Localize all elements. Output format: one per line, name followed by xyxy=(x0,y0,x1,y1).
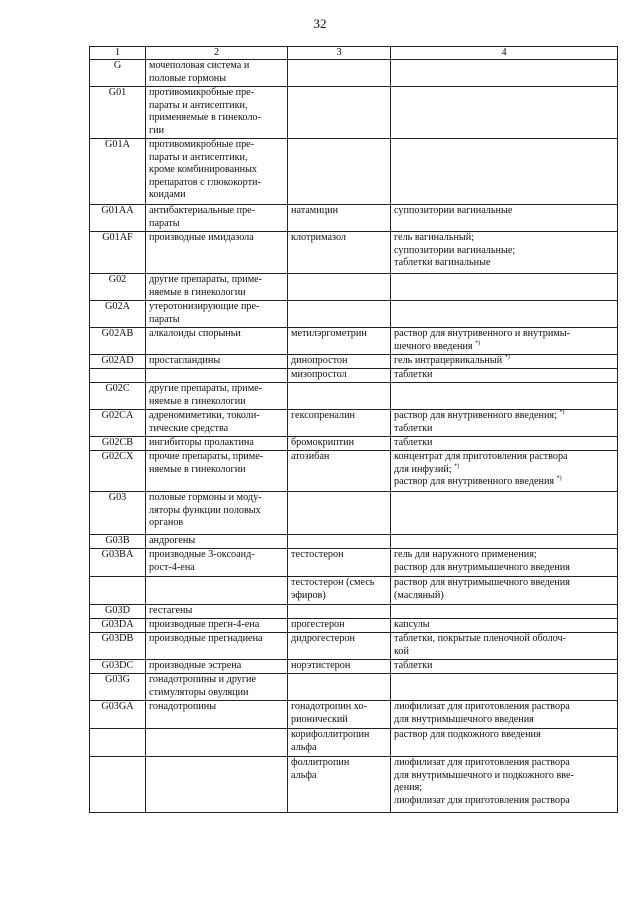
substance-cell-text: фоллитропин альфа xyxy=(291,757,350,781)
column-header: 4 xyxy=(391,47,618,60)
group-name-cell xyxy=(146,60,288,87)
atc-code-cell-text: G03DB xyxy=(101,633,134,645)
substance-cell xyxy=(288,410,391,437)
group-name-cell-text: другие препараты, приме- няемые в гинекологии xyxy=(149,274,263,298)
atc-code-cell xyxy=(90,577,146,605)
group-name-cell-text: адреномиметики, токоли- тические средства xyxy=(149,410,260,434)
dosage-form-cell-text: суппозитории вагинальные xyxy=(394,205,513,217)
table-row xyxy=(90,729,618,757)
table-row xyxy=(90,437,618,451)
column-header-row xyxy=(90,47,618,60)
dosage-form-extra-text: таблетки xyxy=(394,422,433,434)
column-header: 3 xyxy=(288,47,391,60)
atc-code-cell-text: G02CA xyxy=(101,410,134,422)
atc-code-cell xyxy=(90,205,146,232)
group-name-cell xyxy=(146,757,288,813)
dosage-form-cell xyxy=(391,660,618,674)
substance-cell-text: атозибан xyxy=(291,451,330,463)
group-name-cell xyxy=(146,232,288,274)
table-row xyxy=(90,660,618,674)
atc-code-cell xyxy=(90,451,146,492)
substance-cell xyxy=(288,139,391,205)
column-header: 1 xyxy=(90,47,146,60)
table-row xyxy=(90,451,618,492)
dosage-form-cell xyxy=(391,619,618,633)
dosage-form-extra-text: раствор для внутривенного введения xyxy=(394,476,555,488)
group-name-cell-text: гонадотропины xyxy=(149,701,217,713)
group-name-cell-text: утеротонизирующие пре- параты xyxy=(149,301,260,325)
atc-code-cell-text: G03DC xyxy=(101,660,134,672)
substance-cell xyxy=(288,369,391,383)
atc-code-cell-text: G03DA xyxy=(101,619,134,631)
group-name-cell-text: противомикробные пре- параты и антисептики, кроме комбинированных препаратов с глюкокорти- коидами xyxy=(149,139,261,201)
group-name-cell xyxy=(146,701,288,729)
dosage-form-cell xyxy=(391,383,618,410)
dosage-form-cell xyxy=(391,355,618,369)
dosage-form-cell xyxy=(391,232,618,274)
drug-table xyxy=(89,46,618,813)
page-number: 32 xyxy=(313,16,327,31)
dosage-form-cell xyxy=(391,410,618,437)
group-name-cell xyxy=(146,660,288,674)
group-name-cell xyxy=(146,535,288,549)
substance-cell xyxy=(288,549,391,577)
substance-cell-text: дидрогестерон xyxy=(291,633,355,645)
substance-cell-text: метилэргометрин xyxy=(291,328,367,340)
group-name-cell xyxy=(146,437,288,451)
dosage-form-cell-text: лиофилизат для приготовления раствора для внутримышечного введения xyxy=(394,701,570,725)
table-row xyxy=(90,355,618,369)
table-row xyxy=(90,301,618,328)
table-row xyxy=(90,87,618,139)
group-name-cell xyxy=(146,328,288,355)
atc-code-cell-text: G02AD xyxy=(101,355,134,367)
substance-cell xyxy=(288,619,391,633)
atc-code-cell-text: G01AA xyxy=(101,205,134,217)
atc-code-cell xyxy=(90,633,146,660)
group-name-cell xyxy=(146,605,288,619)
dosage-form-cell xyxy=(391,369,618,383)
group-name-cell xyxy=(146,369,288,383)
atc-code-cell xyxy=(90,328,146,355)
atc-code-cell xyxy=(90,60,146,87)
substance-cell xyxy=(288,633,391,660)
substance-cell xyxy=(288,660,391,674)
substance-cell xyxy=(288,383,391,410)
substance-cell xyxy=(288,674,391,701)
atc-code-cell xyxy=(90,139,146,205)
substance-cell xyxy=(288,577,391,605)
group-name-cell xyxy=(146,301,288,328)
footnote-mark: *) xyxy=(559,410,565,417)
atc-code-cell xyxy=(90,87,146,139)
footnote-mark: *) xyxy=(454,463,460,470)
table-row xyxy=(90,369,618,383)
dosage-form-cell xyxy=(391,87,618,139)
dosage-form-cell xyxy=(391,328,618,355)
dosage-form-cell-text: таблетки xyxy=(394,437,433,449)
group-name-cell-text: антибактериальные пре- параты xyxy=(149,205,256,229)
atc-code-cell-text: G01 xyxy=(108,87,127,99)
group-name-cell xyxy=(146,139,288,205)
group-name-cell xyxy=(146,355,288,369)
atc-code-cell xyxy=(90,619,146,633)
dosage-form-cell-text: таблетки, покрытые пленочной оболоч- кой xyxy=(394,633,567,657)
group-name-cell xyxy=(146,619,288,633)
dosage-form-cell-text: гель вагинальный; суппозитории вагинальные; таблетки вагинальные xyxy=(394,232,516,269)
group-name-cell-text: гестагены xyxy=(149,605,193,617)
substance-cell-text: динопростон xyxy=(291,355,348,367)
dosage-form-cell-text: капсулы xyxy=(394,619,430,631)
group-name-cell xyxy=(146,729,288,757)
group-name-cell-text: мочеполовая система и половые гормоны xyxy=(149,60,250,84)
group-name-cell xyxy=(146,383,288,410)
atc-code-cell-text: G03G xyxy=(105,674,130,686)
dosage-form-cell-text: раствор для внутривенного введения; xyxy=(394,410,557,422)
substance-cell-text: натамицин xyxy=(291,205,339,217)
substance-cell xyxy=(288,492,391,535)
table-row xyxy=(90,757,618,813)
group-name-cell-text: гонадотропины и другие стимуляторы овуляции xyxy=(149,674,257,698)
substance-cell-text: прогестерон xyxy=(291,619,345,631)
dosage-form-cell xyxy=(391,757,618,813)
atc-code-cell-text: G02AB xyxy=(101,328,134,340)
dosage-form-cell-text: таблетки xyxy=(394,369,433,381)
substance-cell xyxy=(288,87,391,139)
atc-code-cell-text: G03BA xyxy=(101,549,134,561)
substance-cell xyxy=(288,437,391,451)
table-row xyxy=(90,139,618,205)
dosage-form-cell xyxy=(391,577,618,605)
atc-code-cell xyxy=(90,674,146,701)
substance-cell xyxy=(288,60,391,87)
substance-cell-text: корифоллитропин альфа xyxy=(291,729,370,753)
atc-code-cell-text: G02CB xyxy=(101,437,134,449)
group-name-cell xyxy=(146,87,288,139)
table-row xyxy=(90,633,618,660)
group-name-cell-text: производные имидазола xyxy=(149,232,254,244)
atc-code-cell xyxy=(90,301,146,328)
group-name-cell-text: производные 3-оксоанд- рост-4-ена xyxy=(149,549,255,573)
footnote-mark: *) xyxy=(556,475,562,482)
atc-code-cell xyxy=(90,492,146,535)
atc-code-cell xyxy=(90,729,146,757)
dosage-form-cell xyxy=(391,674,618,701)
dosage-form-cell-text: гель интрацервикальный xyxy=(394,355,503,367)
group-name-cell-text: андрогены xyxy=(149,535,196,547)
substance-cell-text: мизопростол xyxy=(291,369,347,381)
group-name-cell xyxy=(146,549,288,577)
atc-code-cell xyxy=(90,660,146,674)
substance-cell-text: тестостерон xyxy=(291,549,344,561)
atc-code-cell xyxy=(90,369,146,383)
substance-cell xyxy=(288,701,391,729)
dosage-form-cell xyxy=(391,139,618,205)
atc-code-cell-text: G02C xyxy=(105,383,130,395)
group-name-cell-text: простагландины xyxy=(149,355,221,367)
group-name-cell-text: производные прегнадиена xyxy=(149,633,263,645)
atc-code-cell xyxy=(90,383,146,410)
substance-cell xyxy=(288,232,391,274)
table-row xyxy=(90,674,618,701)
dosage-form-cell xyxy=(391,633,618,660)
atc-code-cell-text: G02 xyxy=(108,274,127,286)
group-name-cell-text: ингибиторы пролактина xyxy=(149,437,254,449)
atc-code-cell-text: G01AF xyxy=(102,232,133,244)
substance-cell-text: норэтистерон xyxy=(291,660,351,672)
group-name-cell-text: прочие препараты, приме- няемые в гинекологии xyxy=(149,451,264,475)
atc-code-cell xyxy=(90,549,146,577)
dosage-form-cell xyxy=(391,549,618,577)
dosage-form-cell xyxy=(391,60,618,87)
atc-code-cell xyxy=(90,437,146,451)
table-row xyxy=(90,274,618,301)
atc-code-cell xyxy=(90,757,146,813)
atc-code-cell-text: G xyxy=(113,60,122,72)
table-row xyxy=(90,205,618,232)
table-row xyxy=(90,535,618,549)
substance-cell xyxy=(288,355,391,369)
table-row xyxy=(90,492,618,535)
table-row xyxy=(90,605,618,619)
dosage-form-cell xyxy=(391,437,618,451)
table-row xyxy=(90,232,618,274)
substance-cell xyxy=(288,605,391,619)
substance-cell xyxy=(288,328,391,355)
atc-code-cell xyxy=(90,410,146,437)
table-row xyxy=(90,619,618,633)
dosage-form-cell xyxy=(391,301,618,328)
group-name-cell-text: производные прегн-4-ена xyxy=(149,619,260,631)
group-name-cell xyxy=(146,451,288,492)
table-row xyxy=(90,60,618,87)
atc-code-cell xyxy=(90,605,146,619)
group-name-cell-text: алкалоиды спорыньи xyxy=(149,328,241,340)
group-name-cell xyxy=(146,633,288,660)
table-row xyxy=(90,701,618,729)
substance-cell xyxy=(288,451,391,492)
substance-cell xyxy=(288,274,391,301)
atc-code-cell xyxy=(90,535,146,549)
dosage-form-cell-text: раствор для внутримышечного введения (масляный) xyxy=(394,577,570,601)
table-row xyxy=(90,410,618,437)
substance-cell xyxy=(288,729,391,757)
substance-cell xyxy=(288,205,391,232)
dosage-form-cell-text: концентрат для приготовления раствора для инфузий; xyxy=(394,451,568,475)
substance-cell xyxy=(288,301,391,328)
group-name-cell-text: производные эстрена xyxy=(149,660,242,672)
dosage-form-cell-text: таблетки xyxy=(394,660,433,672)
atc-code-cell-text: G02A xyxy=(105,301,130,313)
dosage-form-cell-text: раствор для внутривенного и внутримы- шечного введения xyxy=(394,328,571,352)
dosage-form-cell xyxy=(391,701,618,729)
dosage-form-cell xyxy=(391,492,618,535)
group-name-cell xyxy=(146,410,288,437)
group-name-cell-text: противомикробные пре- параты и антисептики, применяемые в гинеколо- гии xyxy=(149,87,261,136)
atc-code-cell-text: G03D xyxy=(105,605,130,617)
group-name-cell xyxy=(146,577,288,605)
atc-code-cell-text: G02CX xyxy=(101,451,134,463)
dosage-form-cell xyxy=(391,274,618,301)
substance-cell-text: клотримазол xyxy=(291,232,347,244)
substance-cell-text: тестостерон (смесь эфиров) xyxy=(291,577,375,601)
substance-cell-text: гексопреналин xyxy=(291,410,355,422)
group-name-cell xyxy=(146,205,288,232)
dosage-form-cell xyxy=(391,451,618,492)
atc-code-cell-text: G03 xyxy=(108,492,127,504)
atc-code-cell-text: G03B xyxy=(105,535,130,547)
dosage-form-cell xyxy=(391,729,618,757)
dosage-form-cell xyxy=(391,535,618,549)
footnote-mark: *) xyxy=(504,355,510,362)
atc-code-cell xyxy=(90,701,146,729)
table-row xyxy=(90,383,618,410)
group-name-cell xyxy=(146,492,288,535)
dosage-form-cell xyxy=(391,605,618,619)
atc-code-cell xyxy=(90,355,146,369)
dosage-form-cell xyxy=(391,205,618,232)
group-name-cell-text: другие препараты, приме- няемые в гинекологии xyxy=(149,383,263,407)
atc-code-cell xyxy=(90,274,146,301)
substance-cell-text: гонадотропин хо- рионический xyxy=(291,701,367,725)
footnote-mark: *) xyxy=(475,340,481,347)
group-name-cell xyxy=(146,274,288,301)
atc-code-cell xyxy=(90,232,146,274)
group-name-cell-text: половые гормоны и моду- ляторы функции половых органов xyxy=(149,492,262,529)
dosage-form-cell-text: гель для наружного применения; раствор для внутримышечного введения xyxy=(394,549,570,573)
table-row xyxy=(90,549,618,577)
group-name-cell xyxy=(146,674,288,701)
substance-cell-text: бромокриптин xyxy=(291,437,355,449)
substance-cell xyxy=(288,535,391,549)
column-header: 2 xyxy=(146,47,288,60)
table-row xyxy=(90,577,618,605)
dosage-form-cell-text: раствор для подкожного введения xyxy=(394,729,541,741)
substance-cell xyxy=(288,757,391,813)
table-row xyxy=(90,328,618,355)
atc-code-cell-text: G03GA xyxy=(101,701,134,713)
dosage-form-cell-text: лиофилизат для приготовления раствора для внутримышечного и подкожного вве- дения; лиофилизат для приготовления раствора xyxy=(394,757,574,806)
atc-code-cell-text: G01A xyxy=(105,139,130,151)
